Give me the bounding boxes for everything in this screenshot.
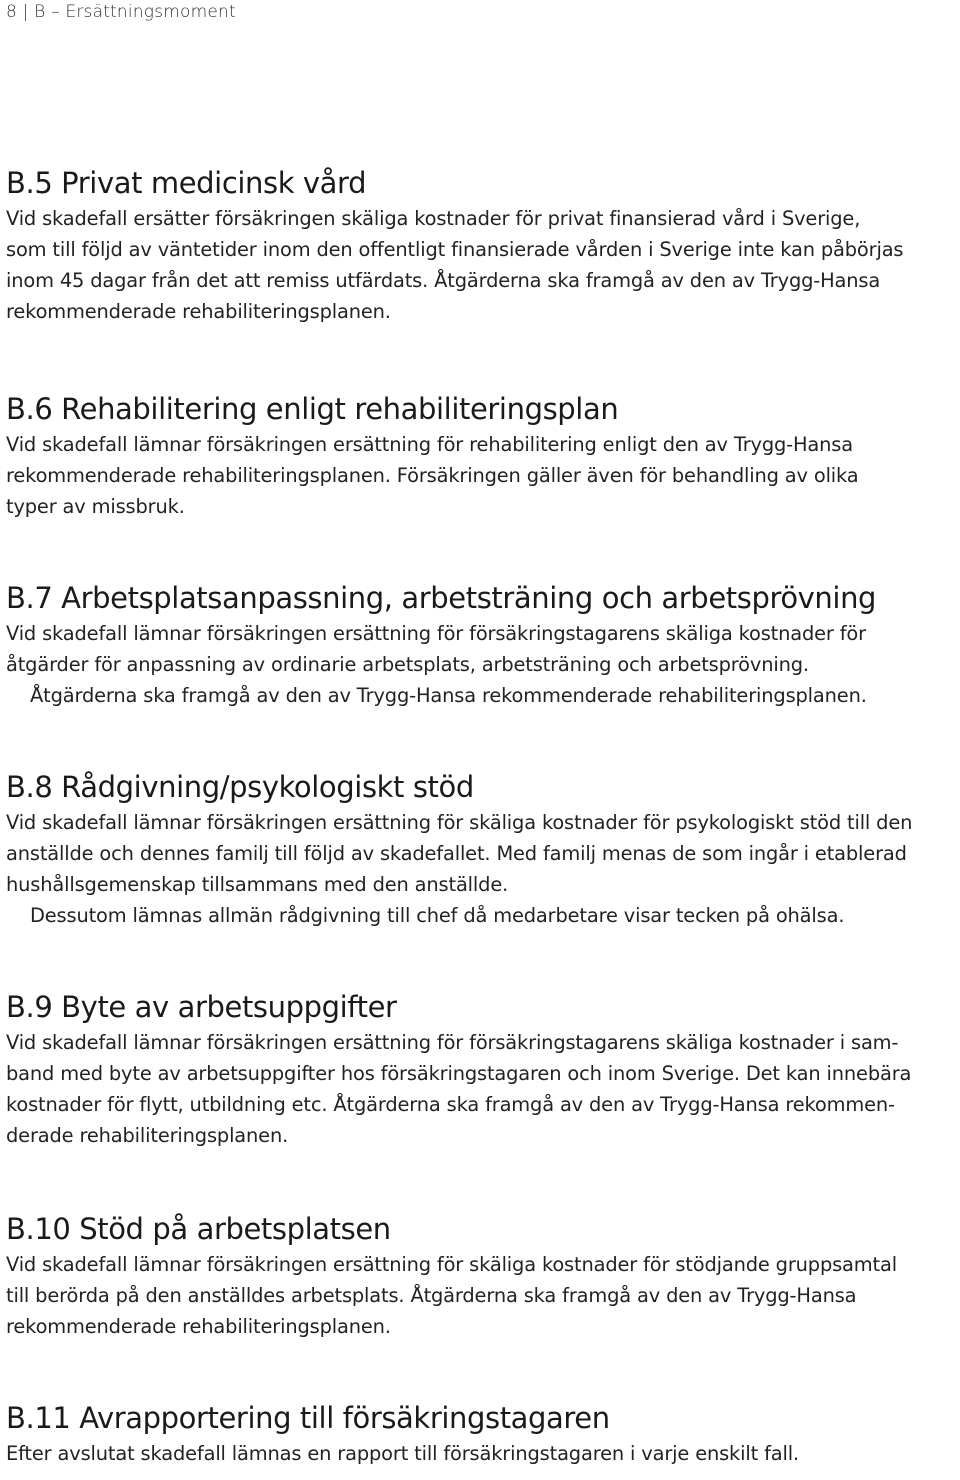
- section-b8: [6, 767, 956, 931]
- body-line: Vid skadefall lämnar försäkringen ersättning för rehabilitering enligt den av Trygg-Hansa: [6, 433, 853, 456]
- section-heading: B.9 Byte av arbetsuppgifter: [6, 990, 397, 1024]
- section-b6: [6, 389, 956, 522]
- body-line: Vid skadefall ersätter försäkringen skäliga kostnader för privat finansierad vård i Sverige,: [6, 207, 861, 230]
- section-b7: [6, 578, 956, 711]
- body-line: Vid skadefall lämnar försäkringen ersättning för skäliga kostnader för psykologiskt stöd till den: [6, 811, 913, 834]
- section-b5: [6, 163, 956, 327]
- body-line: rekommenderade rehabiliteringsplanen.: [6, 300, 391, 323]
- section-heading: B.10 Stöd på arbetsplatsen: [6, 1212, 391, 1246]
- body-line: Vid skadefall lämnar försäkringen ersättning för skäliga kostnader för stödjande gruppsamtal: [6, 1253, 897, 1276]
- body-line: åtgärder för anpassning av ordinarie arbetsplats, arbetsträning och arbetsprövning.: [6, 653, 809, 676]
- section-b9: [6, 987, 956, 1151]
- body-line: derade rehabiliteringsplanen.: [6, 1124, 289, 1147]
- section-heading: B.8 Rådgivning/psykologiskt stöd: [6, 770, 474, 804]
- body-line-indented: Dessutom lämnas allmän rådgivning till chef då medarbetare visar tecken på ohälsa.: [30, 904, 845, 927]
- body-line: rekommenderade rehabiliteringsplanen. Försäkringen gäller även för behandling av olika: [6, 464, 859, 487]
- body-line: som till följd av väntetider inom den offentligt finansierade vården i Sverige inte kan påbörjas: [6, 238, 904, 261]
- section-b11: [6, 1398, 956, 1469]
- body-line: anställde och dennes familj till följd av skadefallet. Med familj menas de som ingår i etablerad: [6, 842, 907, 865]
- body-line: typer av missbruk.: [6, 495, 185, 518]
- body-line: band med byte av arbetsuppgifter hos försäkringstagaren och inom Sverige. Det kan innebära: [6, 1062, 912, 1085]
- body-line: hushållsgemenskap tillsammans med den anställde.: [6, 873, 509, 896]
- body-line: till berörda på den anställdes arbetsplats. Åtgärderna ska framgå av den av Trygg-Hansa: [6, 1284, 857, 1307]
- running-header: 8 | B – Ersättningsmoment: [6, 2, 236, 22]
- section-heading: B.7 Arbetsplatsanpassning, arbetsträning och arbetsprövning: [6, 581, 877, 615]
- body-line: inom 45 dagar från det att remiss utfärdats. Åtgärderna ska framgå av den av Trygg-Hansa: [6, 269, 881, 292]
- section-heading: B.11 Avrapportering till försäkringstagaren: [6, 1401, 610, 1435]
- body-line: Vid skadefall lämnar försäkringen ersättning för försäkringstagarens skäliga kostnader för: [6, 622, 866, 645]
- section-heading: B.6 Rehabilitering enligt rehabiliteringsplan: [6, 392, 619, 426]
- body-line: kostnader för flytt, utbildning etc. Åtgärderna ska framgå av den av Trygg-Hansa rekommen-: [6, 1093, 895, 1116]
- section-heading: B.5 Privat medicinsk vård: [6, 166, 367, 200]
- body-line: Efter avslutat skadefall lämnas en rapport till försäkringstagaren i varje enskilt fall.: [6, 1442, 799, 1465]
- body-line: Vid skadefall lämnar försäkringen ersättning för försäkringstagarens skäliga kostnader i sam-: [6, 1031, 899, 1054]
- section-b10: [6, 1209, 956, 1342]
- body-line-indented: Åtgärderna ska framgå av den av Trygg-Hansa rekommenderade rehabiliteringsplanen.: [30, 684, 867, 707]
- body-line: rekommenderade rehabiliteringsplanen.: [6, 1315, 391, 1338]
